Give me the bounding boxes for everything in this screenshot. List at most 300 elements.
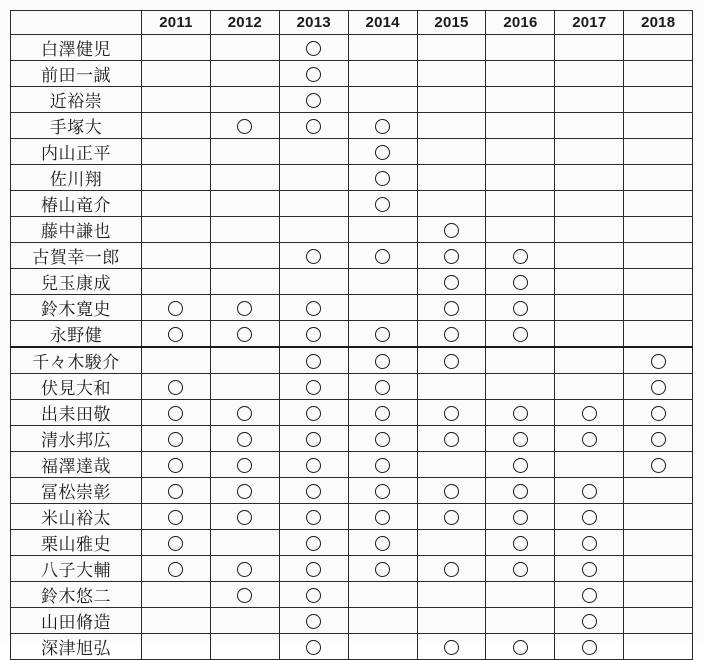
- year-cell: [624, 138, 693, 164]
- player-name: 八子大輔: [11, 555, 142, 581]
- year-cell: [624, 294, 693, 320]
- table-row: [11, 216, 693, 242]
- circle-mark-icon: [237, 327, 252, 342]
- year-cell: [486, 190, 555, 216]
- year-cell: [417, 347, 486, 374]
- year-cell: [142, 529, 211, 555]
- circle-mark-icon: [237, 301, 252, 316]
- circle-mark-icon: [306, 354, 321, 369]
- year-cell: [624, 216, 693, 242]
- player-name: 椿山竜介: [11, 190, 142, 216]
- year-cell: [417, 112, 486, 138]
- year-cell: [210, 34, 279, 60]
- year-cell: [624, 451, 693, 477]
- year-cell: [486, 164, 555, 190]
- circle-mark-icon: [306, 536, 321, 551]
- year-cell: [279, 320, 348, 347]
- player-name: 深津旭弘: [11, 633, 142, 659]
- year-cell: [142, 294, 211, 320]
- year-cell: [555, 425, 624, 451]
- table-row: [11, 294, 693, 320]
- table-row: [11, 555, 693, 581]
- circle-mark-icon: [651, 354, 666, 369]
- year-cell: [142, 633, 211, 659]
- year-cell: [142, 34, 211, 60]
- year-cell: [417, 190, 486, 216]
- circle-mark-icon: [513, 562, 528, 577]
- year-cell: [624, 347, 693, 374]
- circle-mark-icon: [651, 380, 666, 395]
- circle-mark-icon: [375, 432, 390, 447]
- circle-mark-icon: [168, 301, 183, 316]
- year-cell: [486, 60, 555, 86]
- circle-mark-icon: [306, 41, 321, 56]
- year-cell: [348, 294, 417, 320]
- year-cell: [417, 242, 486, 268]
- year-cell: [348, 320, 417, 347]
- circle-mark-icon: [168, 458, 183, 473]
- circle-mark-icon: [168, 432, 183, 447]
- year-cell: [142, 60, 211, 86]
- player-name: 白澤健児: [11, 34, 142, 60]
- circle-mark-icon: [306, 301, 321, 316]
- circle-mark-icon: [582, 562, 597, 577]
- circle-mark-icon: [375, 510, 390, 525]
- circle-mark-icon: [375, 536, 390, 551]
- table-row: [11, 347, 693, 374]
- year-cell: [624, 477, 693, 503]
- roster-body: [11, 34, 693, 659]
- year-cell: [142, 503, 211, 529]
- year-cell: [555, 581, 624, 607]
- year-cell: [142, 451, 211, 477]
- year-cell: [555, 607, 624, 633]
- circle-mark-icon: [168, 562, 183, 577]
- roster-table: [10, 10, 693, 660]
- circle-mark-icon: [375, 197, 390, 212]
- year-cell: [210, 294, 279, 320]
- circle-mark-icon: [306, 510, 321, 525]
- circle-mark-icon: [375, 354, 390, 369]
- year-cell: [555, 60, 624, 86]
- table-row: [11, 242, 693, 268]
- circle-mark-icon: [168, 380, 183, 395]
- year-cell: [210, 138, 279, 164]
- year-cell: [417, 477, 486, 503]
- circle-mark-icon: [513, 249, 528, 264]
- circle-mark-icon: [582, 640, 597, 655]
- year-cell: [486, 138, 555, 164]
- year-cell: [210, 503, 279, 529]
- year-cell: [348, 425, 417, 451]
- table-row: [11, 503, 693, 529]
- table-row: [11, 60, 693, 86]
- year-cell: [624, 425, 693, 451]
- circle-mark-icon: [513, 458, 528, 473]
- circle-mark-icon: [306, 614, 321, 629]
- circle-mark-icon: [582, 588, 597, 603]
- circle-mark-icon: [237, 562, 252, 577]
- year-cell: [624, 503, 693, 529]
- circle-mark-icon: [444, 510, 459, 525]
- player-name: 千々木駿介: [11, 347, 142, 374]
- year-cell: [348, 477, 417, 503]
- circle-mark-icon: [651, 406, 666, 421]
- year-cell: [417, 529, 486, 555]
- year-cell: [417, 399, 486, 425]
- year-header: 2016: [486, 11, 555, 35]
- circle-mark-icon: [444, 275, 459, 290]
- year-cell: [348, 112, 417, 138]
- year-cell: [417, 34, 486, 60]
- circle-mark-icon: [375, 406, 390, 421]
- circle-mark-icon: [168, 406, 183, 421]
- year-cell: [279, 347, 348, 374]
- year-cell: [417, 60, 486, 86]
- year-cell: [348, 268, 417, 294]
- circle-mark-icon: [444, 301, 459, 316]
- year-cell: [417, 216, 486, 242]
- circle-mark-icon: [375, 171, 390, 186]
- year-cell: [486, 242, 555, 268]
- year-cell: [210, 190, 279, 216]
- circle-mark-icon: [306, 119, 321, 134]
- year-cell: [417, 373, 486, 399]
- year-cell: [279, 34, 348, 60]
- circle-mark-icon: [444, 432, 459, 447]
- year-cell: [417, 581, 486, 607]
- circle-mark-icon: [444, 249, 459, 264]
- year-cell: [142, 268, 211, 294]
- year-cell: [417, 555, 486, 581]
- circle-mark-icon: [651, 458, 666, 473]
- year-cell: [210, 60, 279, 86]
- player-name: 冨松崇彰: [11, 477, 142, 503]
- circle-mark-icon: [237, 510, 252, 525]
- year-cell: [555, 138, 624, 164]
- year-cell: [624, 399, 693, 425]
- circle-mark-icon: [237, 588, 252, 603]
- year-cell: [279, 581, 348, 607]
- year-cell: [486, 294, 555, 320]
- table-row: [11, 529, 693, 555]
- player-name: 出耒田敬: [11, 399, 142, 425]
- player-name: 兒玉康成: [11, 268, 142, 294]
- player-name: 鈴木寛史: [11, 294, 142, 320]
- year-cell: [555, 112, 624, 138]
- year-cell: [555, 294, 624, 320]
- table-row: [11, 86, 693, 112]
- player-name: 福澤達哉: [11, 451, 142, 477]
- year-cell: [348, 216, 417, 242]
- year-cell: [210, 320, 279, 347]
- year-header: 2012: [210, 11, 279, 35]
- year-cell: [486, 268, 555, 294]
- year-cell: [624, 268, 693, 294]
- year-cell: [279, 86, 348, 112]
- year-cell: [555, 633, 624, 659]
- year-cell: [348, 529, 417, 555]
- year-cell: [279, 451, 348, 477]
- year-cell: [624, 373, 693, 399]
- year-cell: [417, 451, 486, 477]
- circle-mark-icon: [444, 406, 459, 421]
- year-cell: [624, 60, 693, 86]
- circle-mark-icon: [513, 432, 528, 447]
- year-cell: [555, 451, 624, 477]
- circle-mark-icon: [237, 484, 252, 499]
- year-cell: [279, 633, 348, 659]
- circle-mark-icon: [582, 614, 597, 629]
- player-name: 山田脩造: [11, 607, 142, 633]
- circle-mark-icon: [513, 640, 528, 655]
- year-cell: [486, 399, 555, 425]
- player-name: 近裕崇: [11, 86, 142, 112]
- circle-mark-icon: [306, 380, 321, 395]
- circle-mark-icon: [375, 145, 390, 160]
- circle-mark-icon: [306, 562, 321, 577]
- table-row: [11, 164, 693, 190]
- year-cell: [486, 112, 555, 138]
- year-cell: [210, 399, 279, 425]
- year-cell: [210, 112, 279, 138]
- table-row: [11, 451, 693, 477]
- year-cell: [624, 633, 693, 659]
- year-cell: [279, 555, 348, 581]
- year-cell: [624, 529, 693, 555]
- year-cell: [555, 164, 624, 190]
- year-cell: [279, 607, 348, 633]
- year-cell: [555, 347, 624, 374]
- year-cell: [417, 138, 486, 164]
- year-cell: [417, 86, 486, 112]
- table-row: [11, 138, 693, 164]
- year-cell: [486, 529, 555, 555]
- year-cell: [348, 555, 417, 581]
- year-cell: [348, 633, 417, 659]
- circle-mark-icon: [444, 223, 459, 238]
- circle-mark-icon: [444, 562, 459, 577]
- year-cell: [555, 503, 624, 529]
- year-cell: [142, 425, 211, 451]
- year-cell: [348, 138, 417, 164]
- year-cell: [142, 190, 211, 216]
- year-cell: [555, 477, 624, 503]
- year-cell: [279, 60, 348, 86]
- year-header: 2011: [142, 11, 211, 35]
- circle-mark-icon: [306, 588, 321, 603]
- circle-mark-icon: [582, 432, 597, 447]
- year-cell: [486, 581, 555, 607]
- year-cell: [279, 529, 348, 555]
- year-cell: [555, 555, 624, 581]
- year-cell: [348, 373, 417, 399]
- year-cell: [348, 399, 417, 425]
- year-header: 2015: [417, 11, 486, 35]
- year-cell: [142, 399, 211, 425]
- year-cell: [555, 529, 624, 555]
- circle-mark-icon: [375, 119, 390, 134]
- year-header: 2014: [348, 11, 417, 35]
- year-cell: [142, 112, 211, 138]
- circle-mark-icon: [513, 484, 528, 499]
- year-cell: [555, 242, 624, 268]
- circle-mark-icon: [513, 301, 528, 316]
- circle-mark-icon: [582, 510, 597, 525]
- year-cell: [210, 268, 279, 294]
- year-cell: [348, 242, 417, 268]
- year-cell: [279, 164, 348, 190]
- year-cell: [417, 268, 486, 294]
- circle-mark-icon: [582, 484, 597, 499]
- circle-mark-icon: [375, 327, 390, 342]
- year-cell: [210, 633, 279, 659]
- circle-mark-icon: [306, 640, 321, 655]
- circle-mark-icon: [375, 458, 390, 473]
- circle-mark-icon: [237, 406, 252, 421]
- circle-mark-icon: [306, 93, 321, 108]
- year-cell: [555, 34, 624, 60]
- year-cell: [555, 320, 624, 347]
- year-cell: [555, 86, 624, 112]
- circle-mark-icon: [306, 67, 321, 82]
- player-name: 清水邦広: [11, 425, 142, 451]
- circle-mark-icon: [582, 536, 597, 551]
- year-cell: [348, 451, 417, 477]
- year-cell: [210, 216, 279, 242]
- year-cell: [486, 503, 555, 529]
- year-cell: [486, 320, 555, 347]
- year-cell: [348, 190, 417, 216]
- table-row: [11, 477, 693, 503]
- circle-mark-icon: [237, 432, 252, 447]
- player-name: 永野健: [11, 320, 142, 347]
- header-row: [11, 11, 693, 35]
- circle-mark-icon: [651, 432, 666, 447]
- table-row: [11, 268, 693, 294]
- year-cell: [417, 164, 486, 190]
- year-header: 2018: [624, 11, 693, 35]
- circle-mark-icon: [513, 327, 528, 342]
- year-cell: [486, 607, 555, 633]
- year-cell: [142, 373, 211, 399]
- table-row: [11, 633, 693, 659]
- year-cell: [555, 399, 624, 425]
- year-cell: [142, 216, 211, 242]
- year-cell: [210, 347, 279, 374]
- circle-mark-icon: [306, 327, 321, 342]
- year-cell: [486, 425, 555, 451]
- year-cell: [210, 607, 279, 633]
- year-cell: [142, 477, 211, 503]
- year-cell: [417, 633, 486, 659]
- year-cell: [555, 216, 624, 242]
- circle-mark-icon: [513, 275, 528, 290]
- year-cell: [486, 86, 555, 112]
- year-cell: [417, 425, 486, 451]
- table-row: [11, 112, 693, 138]
- year-cell: [210, 242, 279, 268]
- player-name: 米山裕太: [11, 503, 142, 529]
- year-cell: [210, 555, 279, 581]
- year-cell: [210, 529, 279, 555]
- corner-cell: [11, 11, 142, 35]
- circle-mark-icon: [444, 327, 459, 342]
- player-name: 鈴木悠二: [11, 581, 142, 607]
- year-cell: [417, 607, 486, 633]
- year-cell: [210, 86, 279, 112]
- year-cell: [486, 477, 555, 503]
- table-row: [11, 34, 693, 60]
- circle-mark-icon: [306, 458, 321, 473]
- player-name: 前田一誠: [11, 60, 142, 86]
- year-cell: [210, 425, 279, 451]
- year-cell: [142, 164, 211, 190]
- year-cell: [279, 399, 348, 425]
- table-row: [11, 190, 693, 216]
- year-cell: [142, 607, 211, 633]
- player-name: 藤中謙也: [11, 216, 142, 242]
- year-cell: [624, 190, 693, 216]
- player-name: 栗山雅史: [11, 529, 142, 555]
- year-cell: [279, 138, 348, 164]
- year-header: 2017: [555, 11, 624, 35]
- circle-mark-icon: [168, 536, 183, 551]
- year-cell: [142, 242, 211, 268]
- year-cell: [348, 164, 417, 190]
- year-cell: [279, 242, 348, 268]
- table-row: [11, 373, 693, 399]
- year-cell: [348, 607, 417, 633]
- circle-mark-icon: [168, 510, 183, 525]
- year-cell: [348, 581, 417, 607]
- circle-mark-icon: [513, 510, 528, 525]
- player-name: 内山正平: [11, 138, 142, 164]
- circle-mark-icon: [444, 354, 459, 369]
- circle-mark-icon: [375, 484, 390, 499]
- year-cell: [624, 86, 693, 112]
- circle-mark-icon: [582, 406, 597, 421]
- table-row: [11, 399, 693, 425]
- table-row: [11, 425, 693, 451]
- year-cell: [417, 294, 486, 320]
- year-cell: [486, 216, 555, 242]
- year-cell: [348, 86, 417, 112]
- year-cell: [142, 581, 211, 607]
- year-cell: [210, 451, 279, 477]
- year-cell: [142, 555, 211, 581]
- year-cell: [279, 425, 348, 451]
- year-cell: [624, 34, 693, 60]
- year-cell: [624, 112, 693, 138]
- year-cell: [142, 86, 211, 112]
- circle-mark-icon: [513, 536, 528, 551]
- year-cell: [486, 34, 555, 60]
- year-cell: [279, 294, 348, 320]
- circle-mark-icon: [444, 640, 459, 655]
- year-cell: [279, 503, 348, 529]
- year-cell: [279, 268, 348, 294]
- circle-mark-icon: [306, 249, 321, 264]
- year-cell: [486, 555, 555, 581]
- player-name: 手塚大: [11, 112, 142, 138]
- year-cell: [210, 581, 279, 607]
- circle-mark-icon: [375, 249, 390, 264]
- year-cell: [348, 60, 417, 86]
- year-cell: [142, 320, 211, 347]
- circle-mark-icon: [375, 380, 390, 395]
- circle-mark-icon: [237, 119, 252, 134]
